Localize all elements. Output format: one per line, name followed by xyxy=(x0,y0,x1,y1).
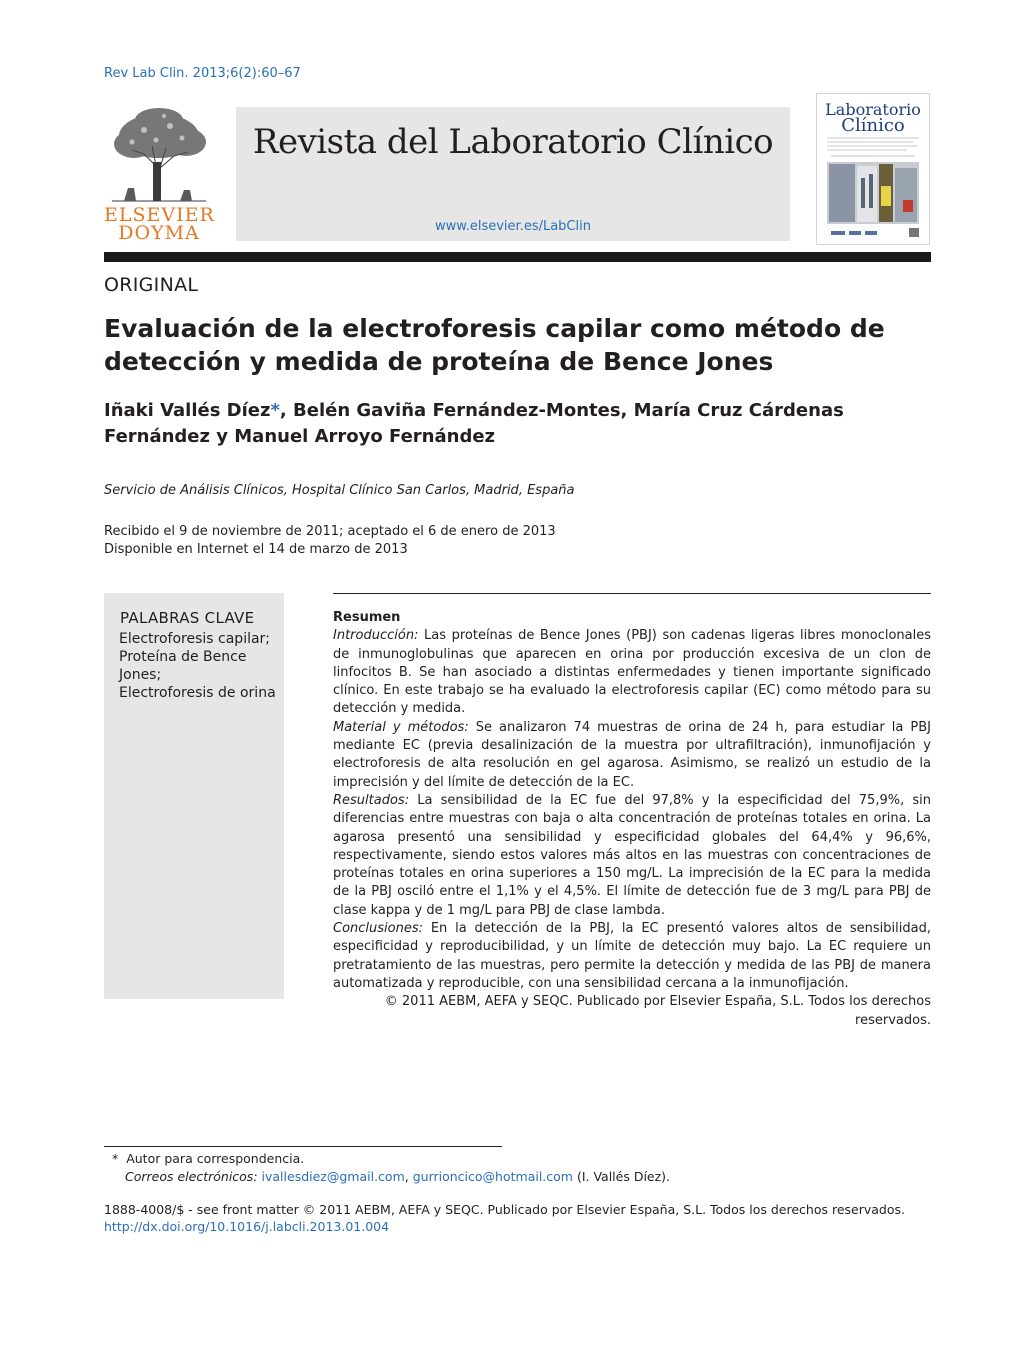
emails-label: Correos electrónicos: xyxy=(125,1169,258,1184)
cover-image xyxy=(817,94,929,244)
author-list xyxy=(104,398,944,450)
abstract-introduction xyxy=(333,627,931,718)
cover-title-line1: Laboratorio xyxy=(825,100,921,119)
author-affiliation: Servicio de Análisis Clínicos, Hospital Clínico San Carlos, Madrid, España xyxy=(104,483,575,498)
abstract-conclusions xyxy=(333,920,931,993)
front-matter-note: 1888-4008/$ - see front matter © 2011 AEBM, AEFA y SEQC. Publicado por Elsevier España, S.L. Todos los derechos reservados. xyxy=(104,1202,905,1217)
keywords-list xyxy=(119,630,279,702)
abstract-results xyxy=(333,792,931,920)
received-date: Recibido el 9 de noviembre de 2011; aceptado el 6 de enero de 2013 xyxy=(104,524,556,539)
publisher-name-line2: DOYMA xyxy=(118,222,200,244)
footnote-mark: * xyxy=(112,1151,119,1166)
correspondence-text: Autor para correspondencia. xyxy=(126,1151,305,1166)
article-section-label: ORIGINAL xyxy=(104,274,199,296)
introduction-text: Las proteínas de Bence Jones (PBJ) son cadenas ligeras libres monoclonales de inmunoglobulinas que aparecen en orina por producción excesiva de un clon de linfocitos B. Se han asociado a distintas enfermedades y tienen importante significado clínico. En este trabajo se ha evaluado la electroforesis capilar (EC) como método para su detección y medida. xyxy=(333,628,932,717)
publisher-logo xyxy=(104,106,214,242)
footnote xyxy=(112,1150,670,1186)
abstract-methods xyxy=(333,719,931,792)
email-owner: (I. Vallés Díez). xyxy=(572,1169,671,1184)
article-title: Evaluación de la electroforesis capilar como método de detección y medida de proteína de Bence Jones xyxy=(104,314,885,376)
email-link-2[interactable]: gurrioncico@hotmail.com xyxy=(412,1169,573,1184)
methods-text: Se analizaron 74 muestras de orina de 24 h, para estudiar la PBJ mediante EC (previa desalinización de la muestra por ultrafiltración), inmunofijación y electroforesis de alta resolución en gel agarosa. Asimismo, se realizó un estudio de la imprecisión y del límite de detección de la EC. xyxy=(333,719,931,790)
keyword-item: Proteína de Bence Jones; xyxy=(119,649,247,683)
methods-label: Material y métodos: xyxy=(333,719,469,735)
email-separator: , xyxy=(404,1169,413,1184)
results-text: La sensibilidad de la EC fue del 97,8% y la especificidad del 75,9%, sin diferencias entre muestras con baja o alta concentración de proteínas totales en orina. La agarosa presentó una sensibilidad y especificidad globales del 64,4% y 96,6%, respectivamente, siendo estos valores más altos en las muestras con concentraciones de proteínas totales en orina superiores a 150 mg/L. La imprecisión de la EC para la medida de la PBJ osciló entre el 1,1% y el 4,5%. El límite de detección fue de 3 mg/L para PBJ de clase kappa y de 1 mg/L para PBJ de clase lambda. xyxy=(333,792,931,918)
available-date: Disponible en Internet el 14 de marzo de 2013 xyxy=(104,542,408,557)
journal-url-link[interactable]: www.elsevier.es/LabClin xyxy=(435,219,591,234)
article-dates xyxy=(104,523,556,559)
abstract-heading: Resumen xyxy=(333,610,401,625)
keywords-panel xyxy=(104,593,284,999)
footnote-divider xyxy=(104,1146,502,1147)
author-others: , Belén Gaviña Fernández-Montes, María Cruz Cárdenas Fernández y Manuel Arroyo Fernández xyxy=(104,400,844,447)
introduction-label: Introducción: xyxy=(333,628,419,644)
doi-link[interactable]: http://dx.doi.org/10.1016/j.labcli.2013.01.004 xyxy=(104,1219,390,1234)
keyword-item: Electroforesis de orina xyxy=(119,685,276,701)
journal-title: Revista del Laboratorio Clínico xyxy=(252,122,774,162)
conclusions-label: Conclusiones: xyxy=(333,921,423,937)
cover-title-line2: Clínico xyxy=(841,115,905,136)
author-first: Iñaki Vallés Díez xyxy=(104,400,271,421)
email-link-1[interactable]: ivallesdiez@gmail.com xyxy=(261,1169,405,1184)
keywords-heading: PALABRAS CLAVE xyxy=(120,609,255,627)
journal-citation[interactable]: Rev Lab Clin. 2013;6(2):60–67 xyxy=(104,66,301,81)
abstract-copyright: © 2011 AEBM, AEFA y SEQC. Publicado por Elsevier España, S.L. Todos los derechos reservados. xyxy=(384,994,931,1028)
tree-icon xyxy=(104,106,214,204)
keyword-item: Electroforesis capilar; xyxy=(119,631,271,647)
correspondence-note xyxy=(112,1150,670,1168)
email-note xyxy=(112,1168,670,1186)
publisher-name-line1: ELSEVIER xyxy=(104,204,215,226)
results-label: Resultados: xyxy=(333,792,410,808)
header-divider xyxy=(104,252,931,262)
abstract-divider xyxy=(333,593,931,594)
corresponding-author-mark[interactable]: * xyxy=(270,400,280,421)
abstract xyxy=(333,609,931,1030)
journal-cover-thumbnail xyxy=(816,93,930,245)
conclusions-text: En la detección de la PBJ, la EC presentó valores altos de sensibilidad, especificidad y reproducibilidad, y un límite de detección muy bajo. La EC requiere un pretratamiento de las muestras, pero permite la detección y medida de las PBJ de manera automatizada y reproducible, con una sensibilidad cercana a la inmunofijación. xyxy=(333,921,931,991)
